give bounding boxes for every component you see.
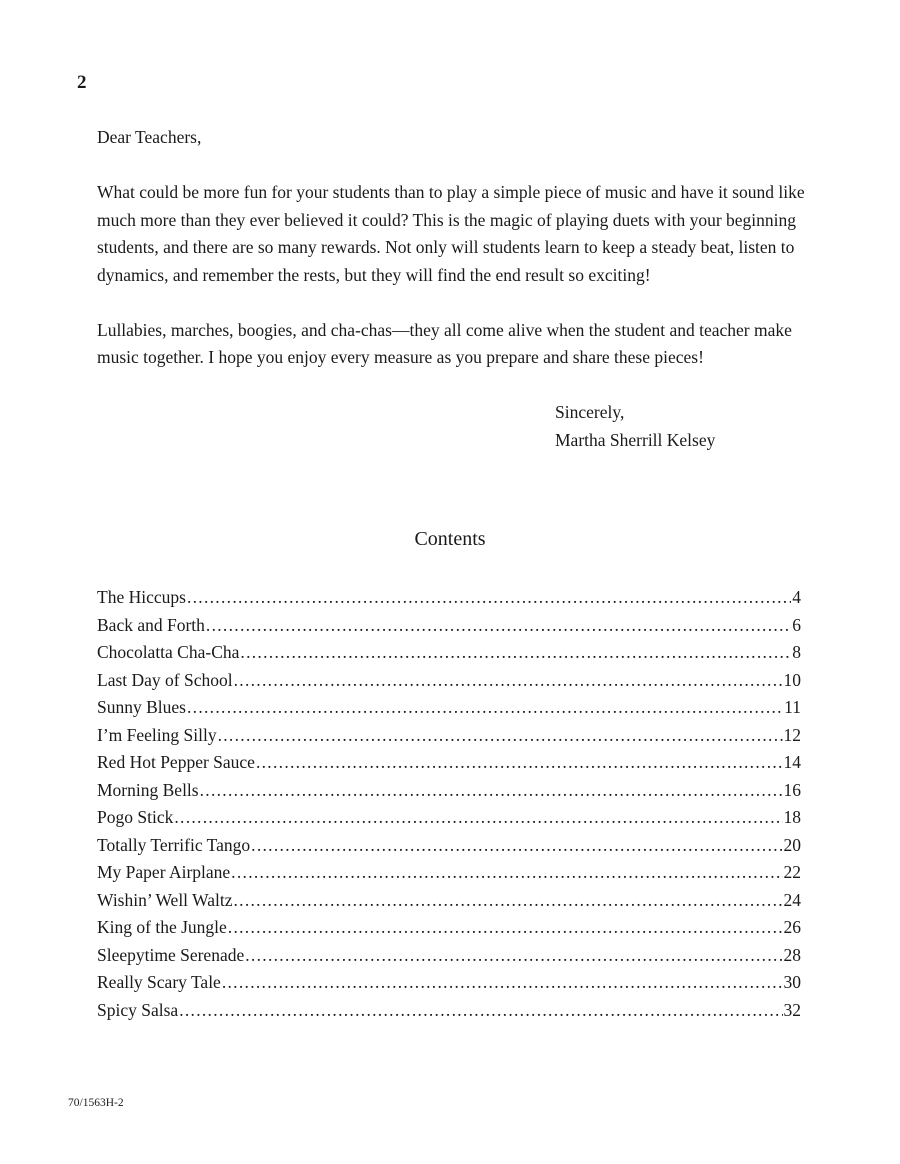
toc-entry-title: Totally Terrific Tango <box>97 834 251 855</box>
catalog-code: 70/1563H-2 <box>68 1097 124 1109</box>
dot-leader <box>228 914 783 942</box>
toc-entry-page: 10 <box>783 669 801 690</box>
letter-paragraph-1: What could be more fun for your students than to play a simple piece of music and have it sound like much more than they ever believed it could? This is the magic of playing duets with your beginning students, and there are so many rewards. Not only will students learn to keep a steady beat, listen to dynamics, and remember the rests, but they will find the end result so exciting! <box>97 182 805 285</box>
toc-entry <box>97 777 801 805</box>
toc-entry <box>97 859 801 887</box>
toc-entry <box>97 969 801 997</box>
toc-entry-title: Back and Forth <box>97 614 205 635</box>
toc-entry-title: Pogo Stick <box>97 807 174 827</box>
dot-leader <box>222 969 783 997</box>
dot-leader <box>218 722 783 750</box>
letter-closing: Sincerely, <box>555 402 625 422</box>
dot-leader <box>233 887 782 915</box>
dot-leader <box>187 584 791 612</box>
letter-paragraph-2: Lullabies, marches, boogies, and cha-chas—they all come alive when the student and teacher make music together. I hope you enjoy every measure as you prepare and share these pieces! <box>97 319 792 367</box>
dot-leader <box>179 997 782 1025</box>
toc-entry <box>97 722 801 750</box>
toc-entry <box>97 749 801 777</box>
dot-leader <box>200 777 783 805</box>
toc-entry-title: Last Day of School <box>97 669 233 690</box>
toc-entry-page: 20 <box>783 834 801 855</box>
toc-entry-title: Wishin’ Well Waltz <box>97 889 233 910</box>
dot-leader <box>251 832 782 860</box>
toc-entry-page: 32 <box>783 999 801 1020</box>
toc-entry-title: Really Scary Tale <box>97 972 221 992</box>
toc-entry-title: Sleepytime Serenade <box>97 944 245 965</box>
contents-heading: Contents <box>414 528 486 550</box>
page-number: 2 <box>77 72 87 93</box>
toc-entry-title: Chocolatta Cha-Cha <box>97 642 240 662</box>
toc-entry-title: Spicy Salsa <box>97 999 179 1020</box>
toc-entry-page: 11 <box>784 697 801 717</box>
toc-entry-page: 28 <box>783 944 801 965</box>
toc-entry-page: 6 <box>792 614 801 635</box>
toc-entry <box>97 832 801 860</box>
letter-author: Martha Sherrill Kelsey <box>555 429 716 450</box>
dot-leader <box>256 749 783 777</box>
table-of-contents <box>97 584 801 1024</box>
toc-entry-page: 4 <box>792 587 801 607</box>
toc-entry <box>97 887 801 915</box>
dot-leader <box>234 667 783 695</box>
toc-entry <box>97 997 801 1025</box>
toc-entry <box>97 612 801 640</box>
toc-entry <box>97 694 801 722</box>
toc-entry <box>97 639 801 667</box>
toc-entry-title: I’m Feeling Silly <box>97 724 217 745</box>
toc-entry <box>97 804 801 832</box>
toc-entry-page: 8 <box>792 642 801 662</box>
toc-entry <box>97 914 801 942</box>
toc-entry-page: 12 <box>783 724 801 745</box>
letter-body <box>97 124 817 399</box>
toc-entry-title: Red Hot Pepper Sauce <box>97 752 255 772</box>
dot-leader <box>174 804 782 832</box>
letter-salutation: Dear Teachers, <box>97 127 202 147</box>
dot-leader <box>231 859 782 887</box>
toc-entry-title: King of the Jungle <box>97 917 227 937</box>
dot-leader <box>240 639 791 667</box>
toc-entry <box>97 667 801 695</box>
toc-entry-page: 24 <box>783 889 801 910</box>
toc-entry-page: 16 <box>783 779 801 800</box>
toc-entry <box>97 584 801 612</box>
toc-entry-page: 14 <box>783 752 801 772</box>
toc-entry <box>97 942 801 970</box>
dot-leader <box>206 612 791 640</box>
toc-entry-page: 26 <box>783 917 801 937</box>
toc-entry-title: My Paper Airplane <box>97 862 231 882</box>
dot-leader <box>187 694 783 722</box>
toc-entry-page: 18 <box>783 807 801 827</box>
dot-leader <box>245 942 782 970</box>
toc-entry-title: Sunny Blues <box>97 697 186 717</box>
toc-entry-page: 30 <box>783 972 801 992</box>
toc-entry-title: Morning Bells <box>97 779 199 800</box>
toc-entry-title: The Hiccups <box>97 587 186 607</box>
toc-entry-page: 22 <box>783 862 801 882</box>
letter-signature <box>555 399 715 454</box>
